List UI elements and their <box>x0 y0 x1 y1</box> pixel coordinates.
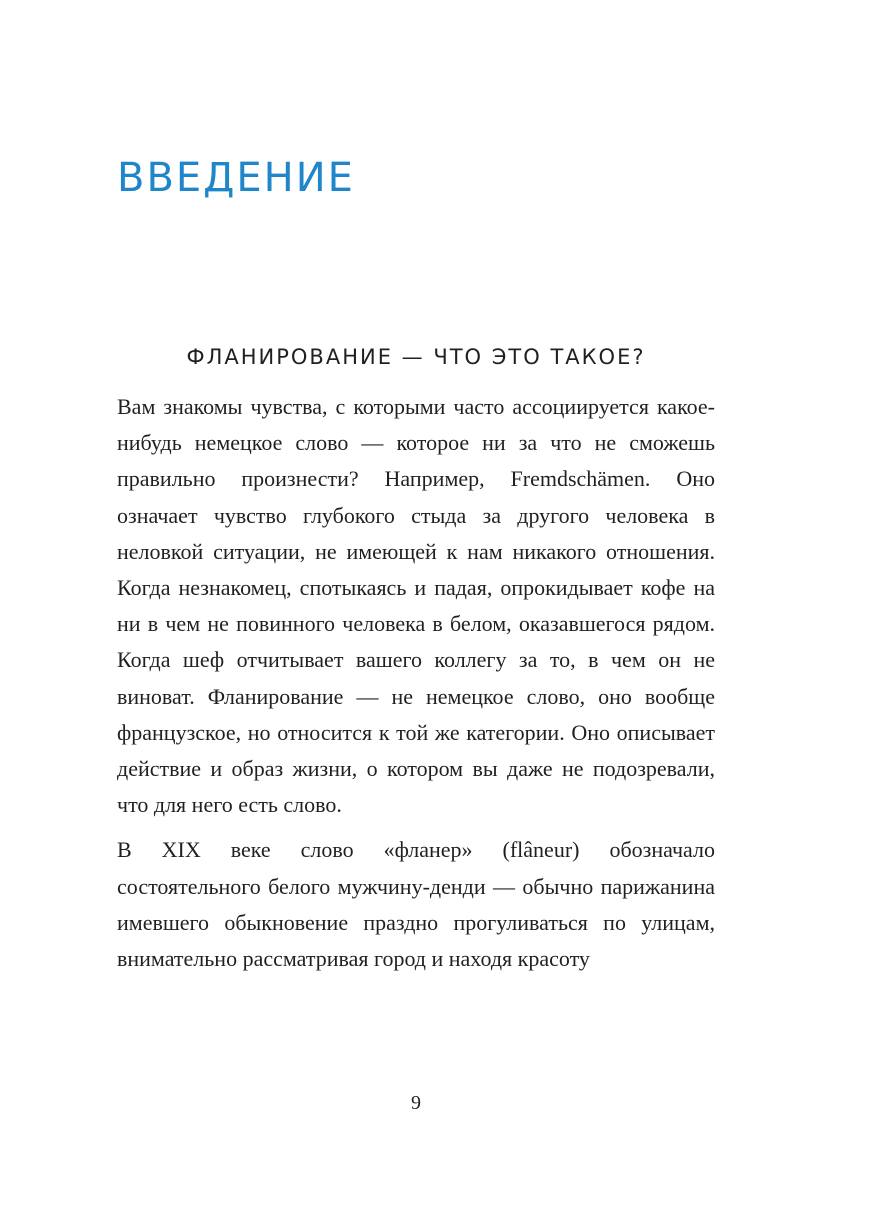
paragraph-1: Вам знакомы чувства, с которыми часто ассоциируется какое-нибудь немецкое слово — которое ни за что не сможешь правильно произнести? Например, Fremdschämen. Оно означает чувство глубокого стыда за другого человека в неловкой ситуации, не имеющей к нам никакого отношения. Когда незнакомец, спотыкаясь и падая, опрокидывает кофе на ни в чем не повинного человека в белом, оказавшегося рядом. Когда шеф отчитывает вашего коллегу за то, в чем он не виноват. Фланирование — не немецкое слово, оно вообще французское, но относится к той же категории. Оно описывает действие и образ жизни, о котором вы даже не подозревали, что для него есть слово. <box>117 394 715 818</box>
page-number: 9 <box>411 1092 421 1114</box>
chapter-title: ВВЕДЕНИЕ <box>117 155 355 201</box>
section-heading: ФЛАНИРОВАНИЕ — ЧТО ЭТО ТАКОЕ? <box>186 345 646 369</box>
paragraph-2: В XIX веке слово «фланер» (flâneur) обозначало состоятельного белого мужчину-денди — обычно парижанина имевшего обыкновение праздно прогуливаться по улицам, внимательно рассматривая город и находя красоту <box>117 837 715 972</box>
body-text <box>117 389 715 977</box>
